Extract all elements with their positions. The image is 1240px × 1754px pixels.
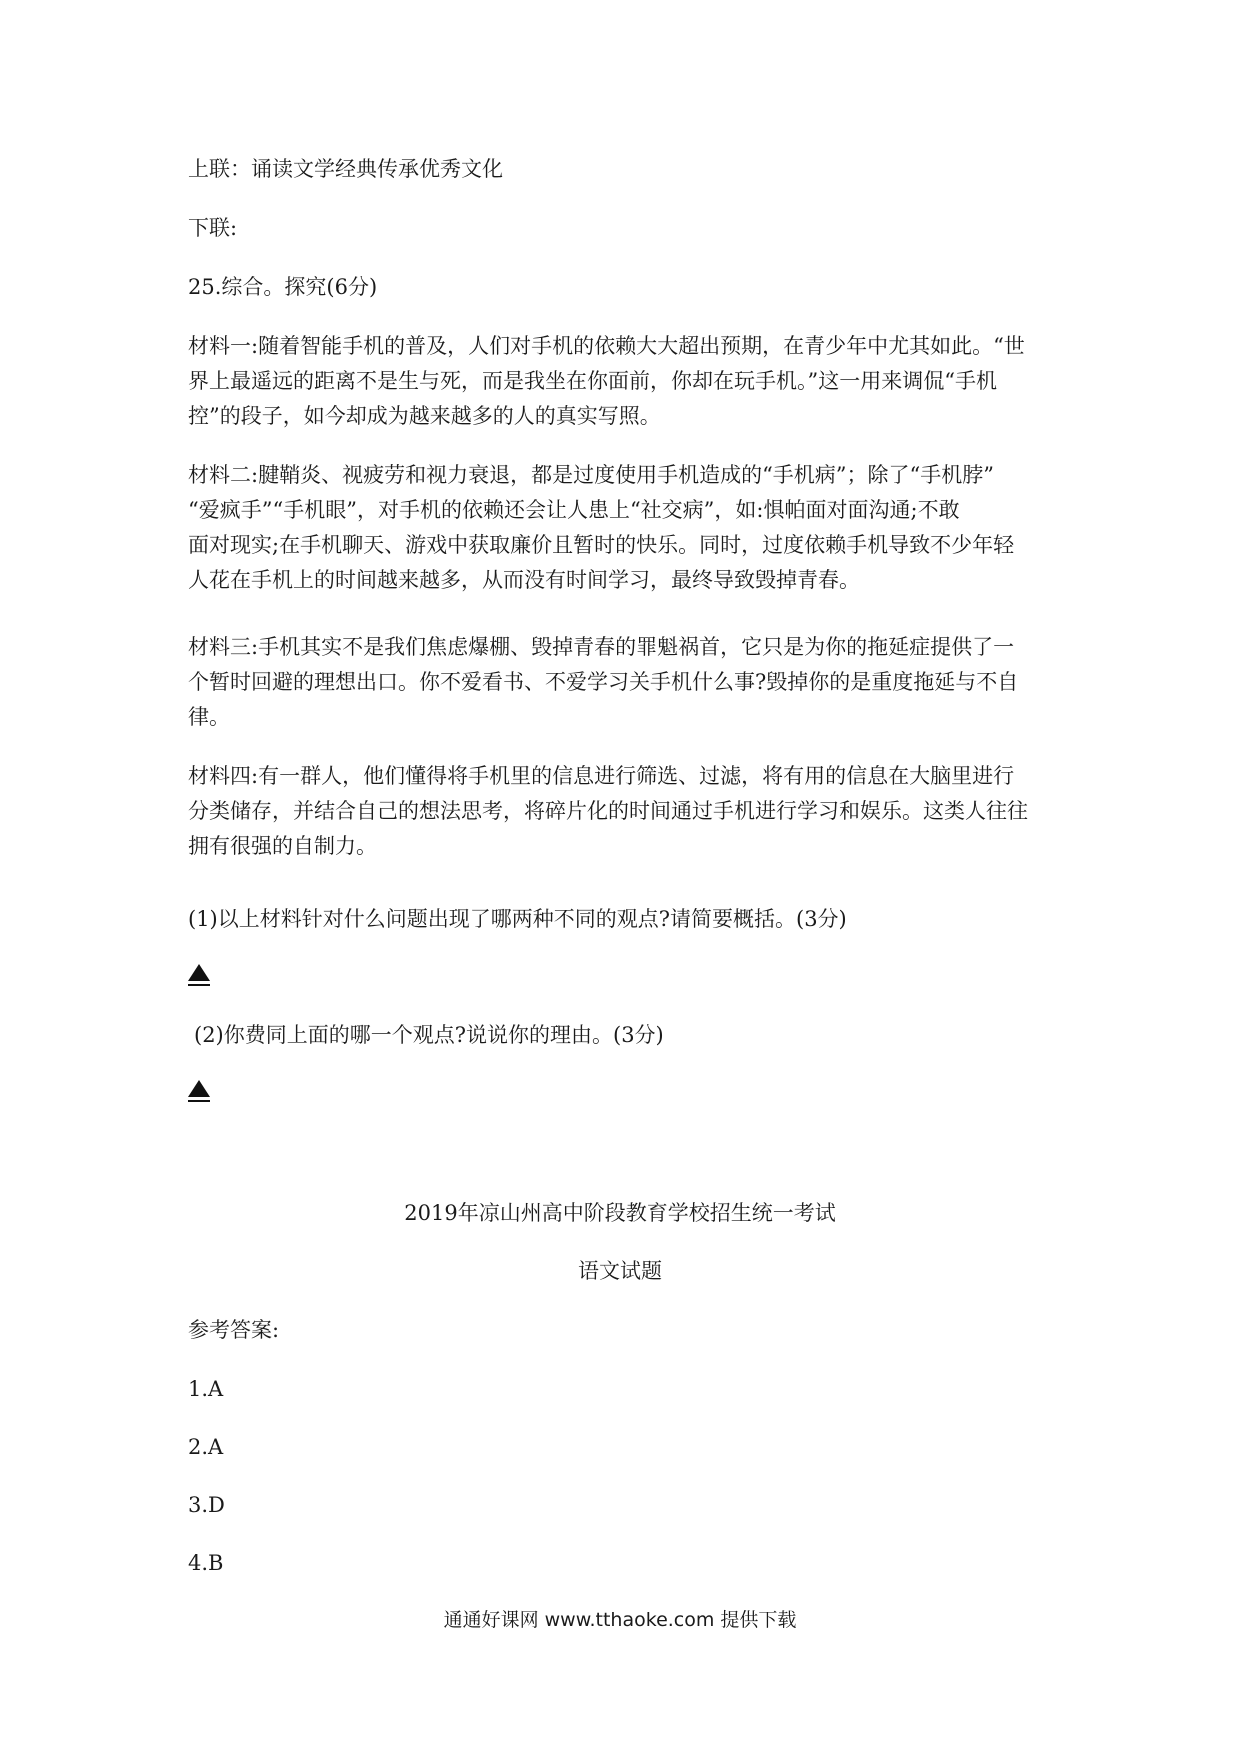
- subject-title: 语文试题: [578, 1259, 662, 1283]
- material-1-line: 界上最遥远的距离不是生与死，而是我坐在你面前，你却在玩手机。”这一用来调侃“手机: [188, 369, 997, 393]
- couplet-lower: 下联:: [188, 216, 238, 240]
- answer-item: 1.A: [188, 1377, 224, 1401]
- reference-answer-label: 参考答案:: [188, 1318, 280, 1342]
- footer-source: 通通好课网 www.tthaoke.com 提供下载: [443, 1609, 797, 1631]
- answer-marker-triangle-icon: [188, 964, 210, 988]
- question-25-heading: 25.综合。探究(6分): [188, 275, 378, 299]
- answer-item: 2.A: [188, 1435, 224, 1459]
- sub-question-1: (1)以上材料针对什么问题出现了哪两种不同的观点?请简要概括。(3分): [188, 907, 847, 931]
- answer-item: 4.B: [188, 1551, 224, 1575]
- material-4-line: 材料四:有一群人，他们懂得将手机里的信息进行筛选、过滤，将有用的信息在大脑里进行: [188, 764, 1015, 788]
- material-2-line: 人花在手机上的时间越来越多，从而没有时间学习，最终导致毁掉青春。: [188, 568, 860, 592]
- answer-item: 3.D: [188, 1493, 225, 1517]
- material-2-line: 面对现实;在手机聊天、游戏中获取廉价且暂时的快乐。同时，过度依赖手机导致不少年轻: [188, 533, 1015, 557]
- couplet-upper: 上联：诵读文学经典传承优秀文化: [188, 157, 503, 181]
- sub-question-2: (2)你费同上面的哪一个观点?说说你的理由。(3分): [194, 1023, 664, 1047]
- material-4-line: 拥有很强的自制力。: [188, 834, 377, 858]
- material-3-line: 材料三:手机其实不是我们焦虑爆棚、毁掉青春的罪魁祸首，它只是为你的拖延症提供了一: [188, 635, 1015, 659]
- answer-marker-triangle-icon: [188, 1080, 210, 1104]
- material-1-line: 控”的段子，如今却成为越来越多的人的真实写照。: [188, 404, 661, 428]
- material-2-line: 材料二:腱鞘炎、视疲劳和视力衰退，都是过度使用手机造成的“手机病”；除了“手机脖”: [188, 463, 995, 487]
- material-2-line: “爱疯手”“手机眼”，对手机的依赖还会让人患上“社交病”，如:惧帕面对面沟通;不敢: [188, 498, 960, 522]
- material-3-line: 律。: [188, 705, 230, 729]
- material-3-line: 个暂时回避的理想出口。你不爱看书、不爱学习关手机什么事?毁掉你的是重度拖延与不自: [188, 670, 1019, 694]
- material-1-line: 材料一:随着智能手机的普及，人们对手机的依赖大大超出预期，在青少年中尤其如此。“世: [188, 334, 1025, 358]
- material-4-line: 分类储存，并结合自己的想法思考，将碎片化的时间通过手机进行学习和娱乐。这类人往往: [188, 799, 1028, 823]
- exam-title: 2019年凉山州高中阶段教育学校招生统一考试: [404, 1201, 836, 1225]
